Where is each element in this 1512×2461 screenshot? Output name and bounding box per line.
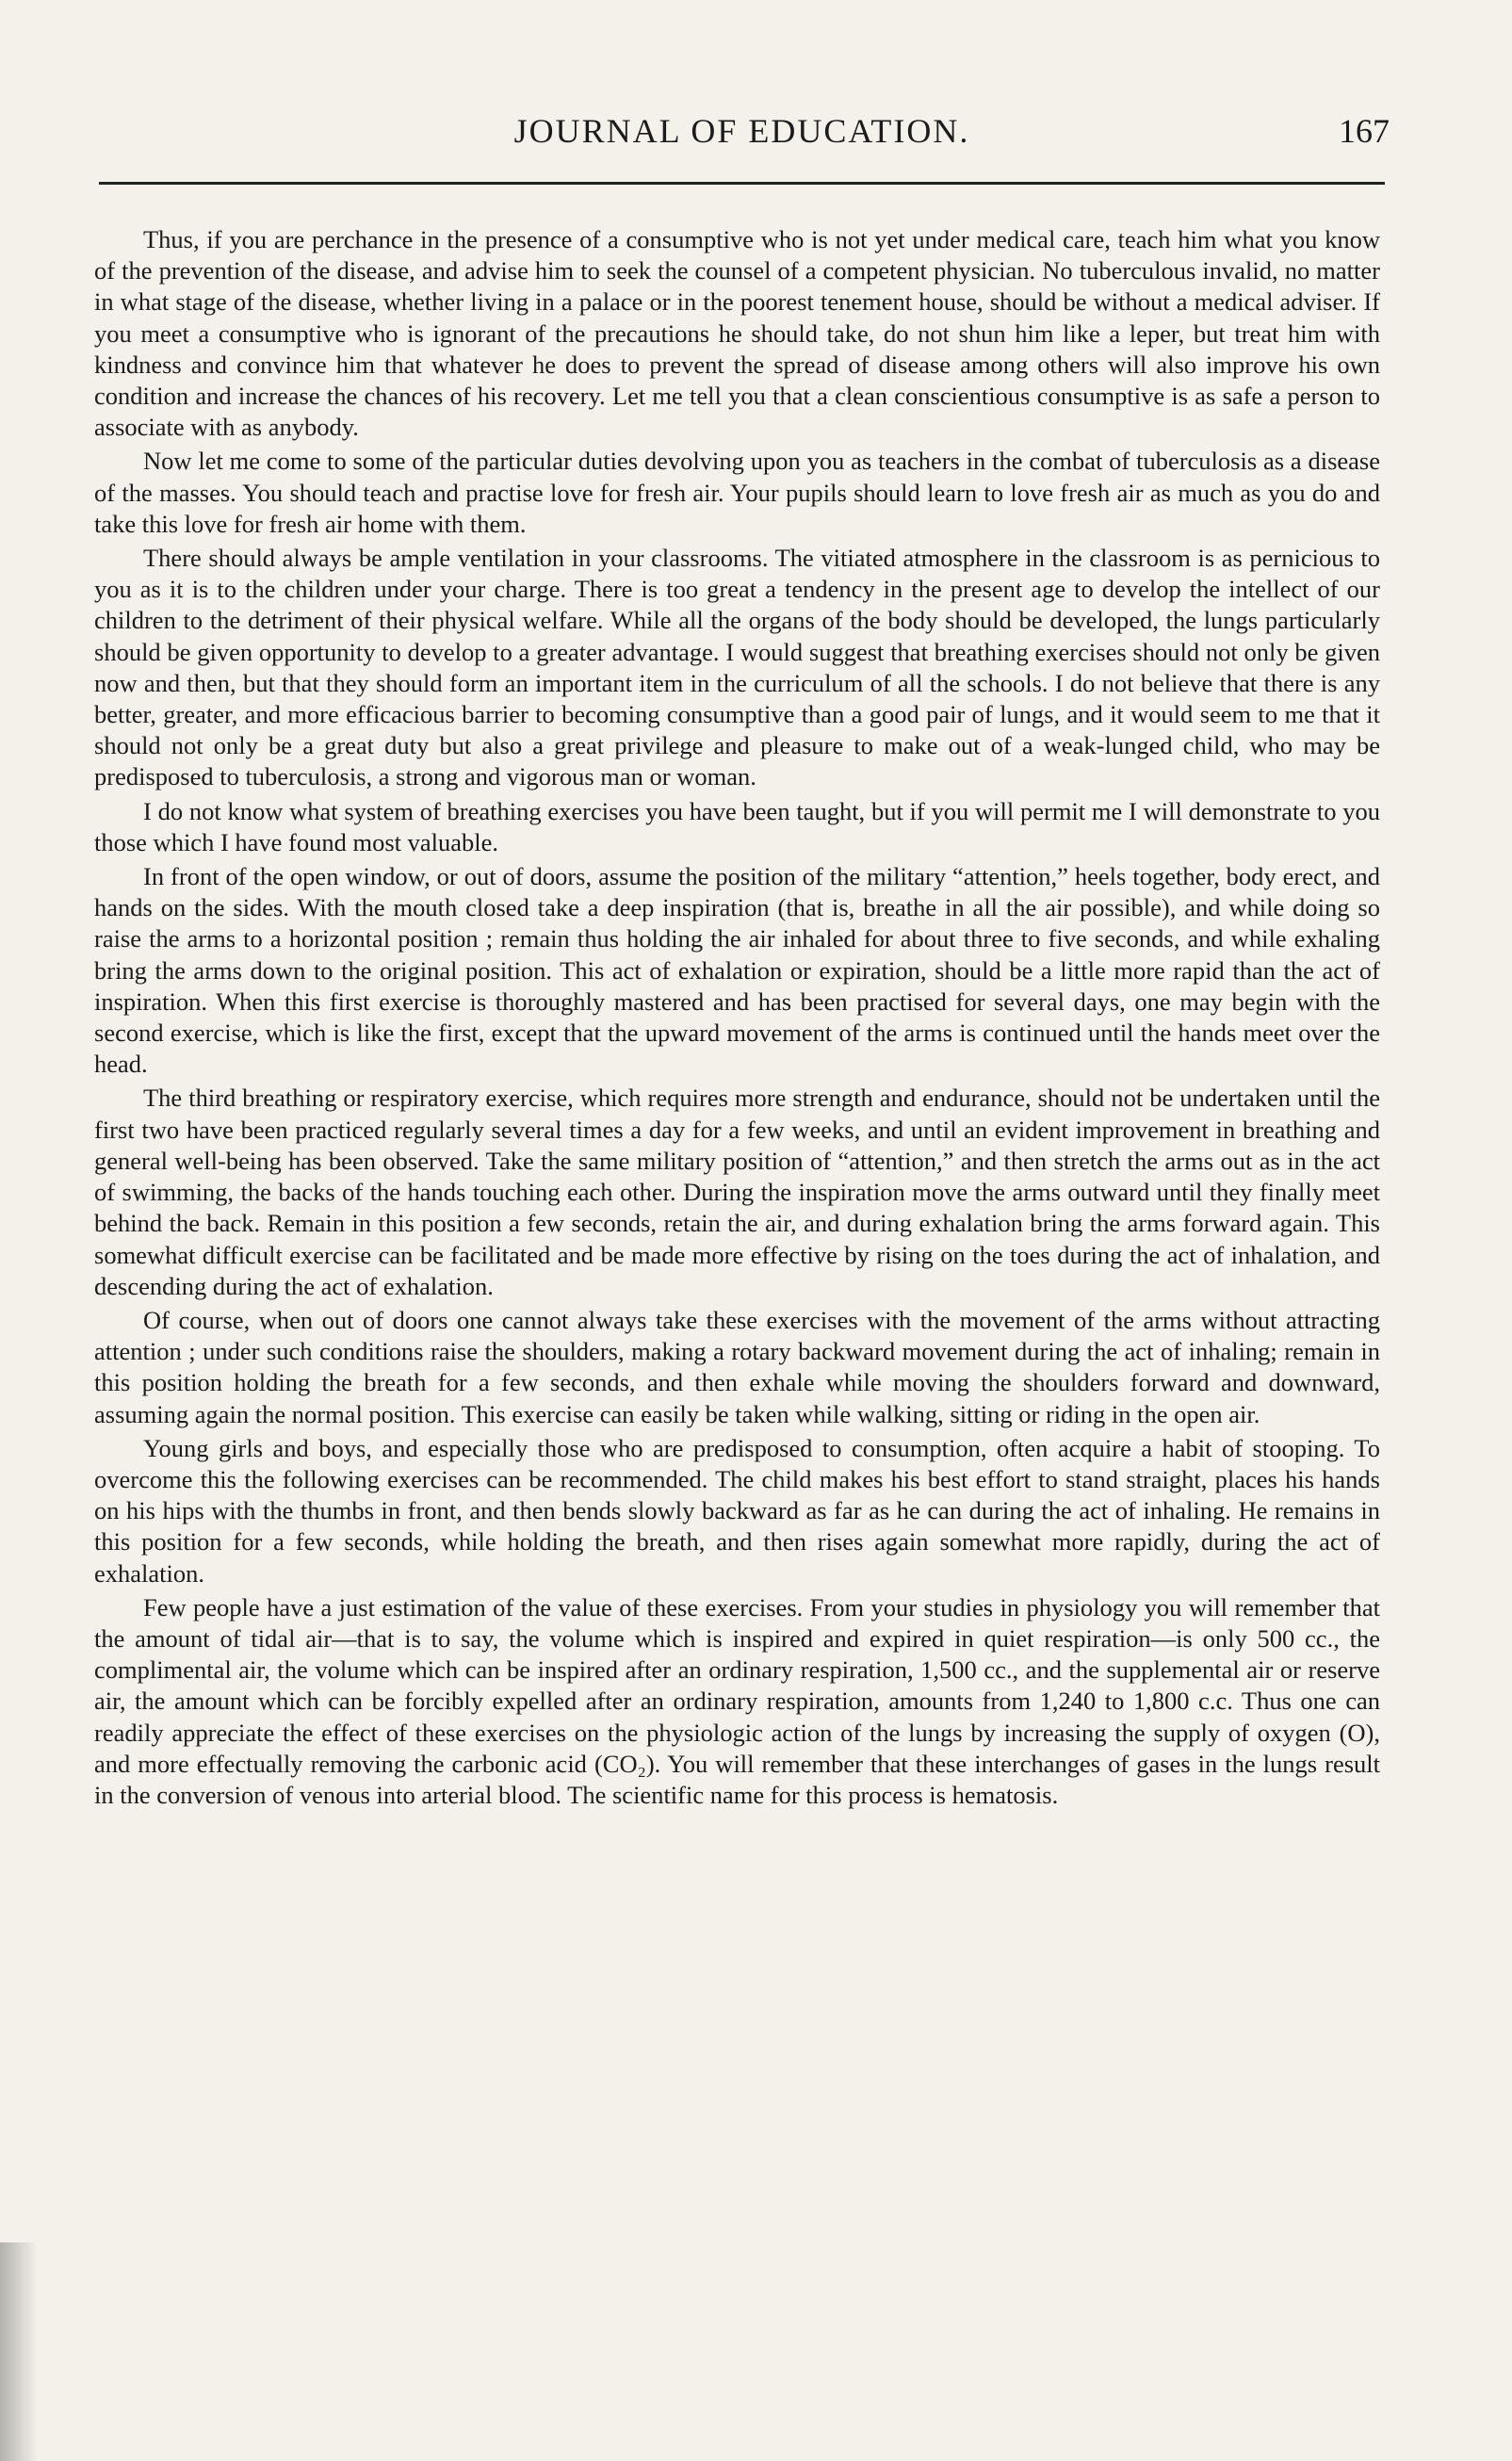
page-edge-shadow [0, 2242, 38, 2461]
paragraph-first-exercise: In front of the open window, or out of doors, assume the position of the military “attention,” heels together, body erect, and hands on the sides. With the mouth closed take a deep inspiration (that is, breathe in all the air possible), and while doing so raise the arms to a horizontal position ; remain thus holding the air inhaled for about three to five seconds, and while exhaling bring the arms down to the original position. This act of exhalation or expiration, should be a little more rapid than the act of inspiration. When this first exercise is thoroughly mastered and has been practised for several days, one may begin with the second exercise, which is like the first, except that the upward movement of the arms is continued until the hands meet over the head. [94, 862, 1380, 1079]
page-number: 167 [1339, 112, 1390, 150]
article-body [94, 224, 1380, 1814]
paragraph-teachers-duties: Now let me come to some of the particular duties devolving upon you as teachers in the combat of tuberculosis as a disease of the masses. You should teach and practise love for fresh air. Your pupils should learn to love fresh air as much as you do and take this love for fresh air home with them. [94, 447, 1380, 538]
paragraph-breathing-system: I do not know what system of breathing exercises you have been taught, but if you will permit me I will demonstrate to you those which I have found most valuable. [94, 796, 1380, 856]
running-title: JOURNAL OF EDUCATION. [513, 112, 970, 150]
header-rule [99, 182, 1385, 185]
paragraph-ventilation: There should always be ample ventilation in your classrooms. The vitiated atmosphere in the classroom is as pernicious to you as it is to the children under your charge. There is too great a tendency in the present age to develop the intellect of our children to the detriment of their physical welfare. While all the organs of the body should be developed, the lungs particularly should be given opportunity to develop to a greater advantage. I would suggest that breathing exercises should not only be given now and then, but that they should form an important item in the curriculum of all the schools. I do not believe that there is any better, greater, and more efficacious barrier to becoming consumptive than a good pair of lungs, and it would seem to me that it should not only be a great duty but also a great privilege and pleasure to make out of a weak-lunged child, who may be predisposed to tuberculosis, a strong and vigorous man or woman. [94, 544, 1380, 791]
paragraph-physiology: Few people have a just estimation of the value of these exercises. From your studies in physiology you will remember that the amount of tidal air—that is to say, the volume which is inspired and expired in quiet respiration—is only 500 cc., the complimental air, the volume which can be inspired after an ordinary respiration, 1,500 cc., and the supplemental air or reserve air, the amount which can be forcibly expelled after an ordinary respiration, amounts from 1,240 to 1,800 c.c. Thus one can readily appreciate the effect of these exercises on the physiologic action of the lungs by increasing the supply of oxygen (O), and more effectually removing the carbonic acid (CO₂). You will remember that these interchanges of gases in the lungs result in the conversion of venous into arterial blood. The scientific name for this process is hematosis. [94, 1592, 1380, 1809]
paragraph-outdoor-exercise: Of course, when out of doors one cannot always take these exercises with the movement of the arms without attracting attention ; under such conditions raise the shoulders, making a rotary backward movement during the act of inhaling; remain in this position holding the breath for a few seconds, and then exhale while moving the shoulders forward and downward, assuming again the normal position. This exercise can easily be taken while walking, sitting or riding in the open air. [94, 1305, 1380, 1428]
page-header [94, 111, 1390, 168]
paragraph-third-exercise: The third breathing or respiratory exercise, which requires more strength and endurance, should not be undertaken until the first two have been practiced regularly several times a day for a few weeks, and until an evident improvement in breathing and general well-being has been observed. Take the same military position of “attention,” and then stretch the arms out as in the act of swimming, the backs of the hands touching each other. During the inspiration move the arms outward until they finally meet behind the back. Remain in this position a few seconds, retain the air, and during exhalation bring the arms forward again. This somewhat difficult exercise can be facilitated and be made more effective by rising on the toes during the act of inhalation, and descending during the act of exhalation. [94, 1084, 1380, 1300]
paragraph-stooping: Young girls and boys, and especially those who are predisposed to consumption, often acquire a habit of stooping. To overcome this the following exercises can be recommended. The child makes his best effort to stand straight, places his hands on his hips with the thumbs in front, and then bends slowly backward as far as he can during the act of inhaling. He remains in this position for a few seconds, while holding the breath, and then rises again somewhat more rapidly, during the act of exhalation. [94, 1433, 1380, 1588]
paragraph-consumptive-care: Thus, if you are perchance in the presence of a consumptive who is not yet under medical care, teach him what you know of the prevention of the disease, and advise him to seek the counsel of a competent physician. No tuberculous invalid, no matter in what stage of the disease, whether living in a palace or in the poorest tenement house, should be without a medical adviser. If you meet a consumptive who is ignorant of the precautions he should take, do not shun him like a leper, but treat him with kindness and convince him that whatever he does to prevent the spread of disease among others will also improve his own condition and increase the chances of his recovery. Let me tell you that a clean conscientious consumptive is as safe a person to associate with as anybody. [94, 225, 1380, 442]
